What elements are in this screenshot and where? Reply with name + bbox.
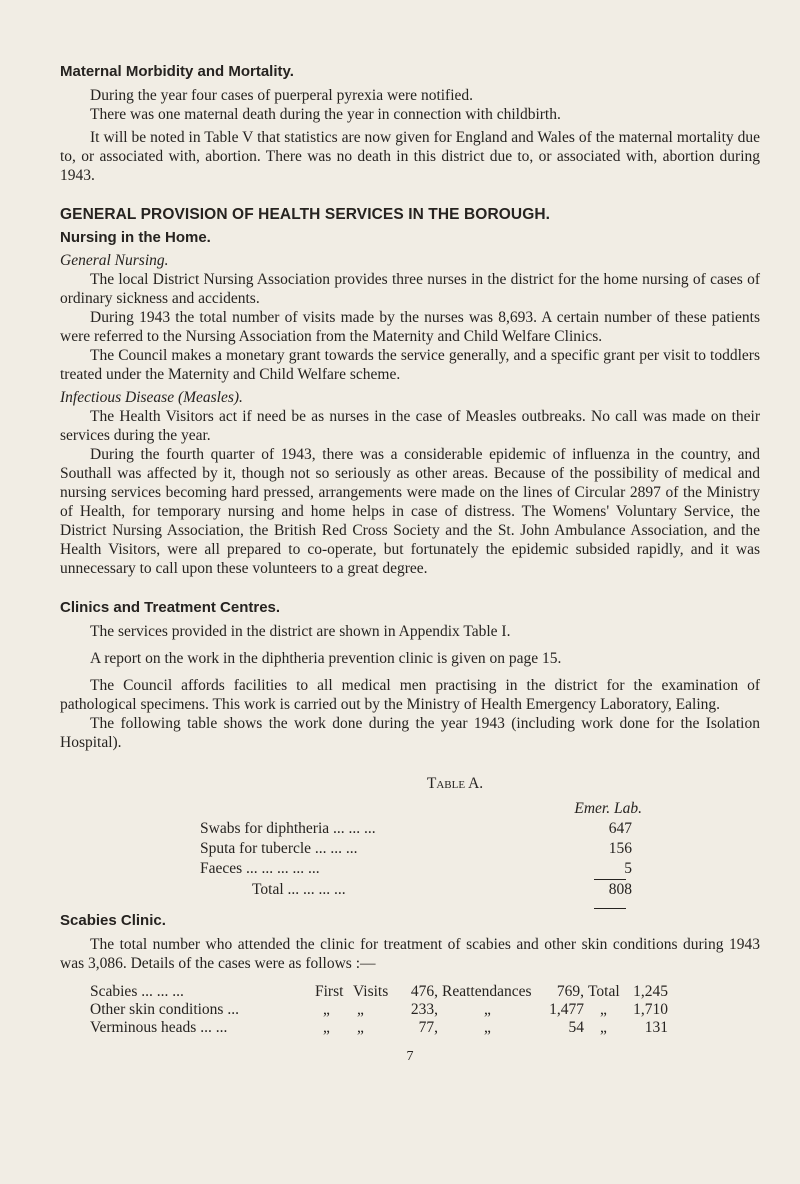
scabies-row-label: Scabies ... ... ...: [90, 983, 184, 1000]
scabies-total-value: 131: [644, 1019, 668, 1036]
maternal-para-2: There was one maternal death during the year in connection with childbirth.: [90, 106, 561, 123]
scabies-row-label: Other skin conditions ...: [90, 1001, 239, 1018]
scabies-ditto-mark: „: [357, 1001, 364, 1018]
table-row: [90, 1001, 668, 1019]
scabies-ditto-mark: „: [484, 1001, 491, 1018]
scabies-col-first: First: [315, 983, 344, 1000]
scabies-reattendances-value: 769,: [556, 983, 584, 1000]
general-nursing-para-2: During 1943 the total number of visits made by the nurses was 8,693. A certain number of these patients were referred to the Nursing Association from the Maternity and Child Welfare Clinics.: [60, 309, 760, 345]
clinics-para-1: The services provided in the district are shown in Appendix Table I.: [90, 623, 511, 640]
table-a-row-label: Faeces ... ... ... ... ...: [200, 860, 320, 877]
clinics-heading: Clinics and Treatment Centres.: [60, 599, 281, 616]
table-a-row-value: 647: [608, 820, 632, 837]
scabies-col-total: Total: [588, 983, 620, 1000]
scabies-para-1: The total number who attended the clinic for treatment of scabies and other skin conditions during 1943 was 3,086. Details of the cases were as follows :—: [60, 936, 760, 972]
general-nursing-para-3: The Council makes a monetary grant towards the service generally, and a specific grant per visit to toddlers treated under the Maternity and Child Welfare scheme.: [60, 347, 760, 383]
table-row: [90, 1019, 668, 1037]
table-a-row-value: 5: [624, 860, 632, 877]
table-total-row: [200, 880, 642, 900]
table-a-column-header: Emer. Lab.: [574, 800, 642, 817]
table-a-title: Table A.: [426, 775, 484, 792]
scabies-ditto-mark: „: [323, 1001, 330, 1018]
scabies-col-visits: Visits: [353, 983, 389, 1000]
scabies-total-value: 1,710: [633, 1001, 668, 1018]
table-a-row-label: Sputa for tubercle ... ... ...: [200, 840, 358, 857]
scabies-reattendances-value: 54: [568, 1019, 584, 1036]
table-a-total-label: Total ... ... ... ...: [252, 881, 346, 898]
scabies-ditto-mark: „: [600, 1019, 607, 1036]
scabies-reattendances-value: 1,477: [549, 1001, 584, 1018]
scabies-first-visits-value: 233,: [410, 1001, 438, 1018]
scabies-col-reattendances: Reattendances: [442, 983, 532, 1000]
page-number: 7: [406, 1049, 414, 1064]
document-page: [60, 62, 760, 1066]
scabies-row-label: Verminous heads ... ...: [90, 1019, 228, 1036]
scabies-first-visits-value: 476,: [410, 983, 438, 1000]
table-a-rule-bottom: [594, 908, 626, 909]
scabies-heading: Scabies Clinic.: [60, 912, 166, 929]
scabies-ditto-mark: „: [357, 1019, 364, 1036]
nursing-heading: Nursing in the Home.: [60, 229, 211, 246]
table-row: [200, 839, 642, 859]
table-a-row-label: Swabs for diphtheria ... ... ...: [200, 820, 376, 837]
scabies-first-visits-value: 77,: [418, 1019, 438, 1036]
scabies-ditto-mark: „: [323, 1019, 330, 1036]
table-a-total-value: 808: [608, 881, 632, 898]
table-a-row-value: 156: [608, 840, 632, 857]
maternal-para-3: It will be noted in Table V that statistics are now given for England and Wales of the maternal mortality due to, or associated with, abortion. There was no death in this district due to, or associated with, abortion during 1943.: [60, 129, 760, 184]
table-row: [90, 983, 668, 1001]
clinics-para-4: The following table shows the work done during the year 1943 (including work done for the Isolation Hospital).: [60, 715, 760, 751]
table-row: [200, 819, 642, 839]
clinics-para-2: A report on the work in the diphtheria prevention clinic is given on page 15.: [90, 650, 562, 667]
scabies-ditto-mark: „: [484, 1019, 491, 1036]
clinics-para-3: The Council affords facilities to all medical men practising in the district for the examination of pathological specimens. This work is carried out by the Ministry of Health Emergency Laboratory, Ealing.: [60, 677, 760, 713]
table-row: [200, 859, 642, 879]
general-nursing-para-1: The local District Nursing Association provides three nurses in the district for the home nursing of cases of ordinary sickness and accidents.: [60, 271, 760, 307]
general-nursing-subheading: General Nursing.: [60, 252, 169, 269]
scabies-table: [90, 983, 668, 1037]
general-provision-heading: GENERAL PROVISION OF HEALTH SERVICES IN THE BOROUGH.: [60, 206, 551, 223]
infectious-para-1: The Health Visitors act if need be as nurses in the case of Measles outbreaks. No call was made on their services during the year.: [60, 408, 760, 444]
table-a: [200, 799, 642, 909]
infectious-disease-subheading: Infectious Disease (Measles).: [60, 389, 243, 406]
scabies-ditto-mark: „: [600, 1001, 607, 1018]
scabies-total-value: 1,245: [633, 983, 668, 1000]
maternal-heading: Maternal Morbidity and Mortality.: [60, 63, 294, 80]
infectious-para-2: During the fourth quarter of 1943, there was a considerable epidemic of influenza in the country, and Southall was affected by it, though not so seriously as other areas. Because of the possibility of medical and nursing services becoming hard pressed, arrangements were made on the lines of Circular 2897 of the Ministry of Health, for temporary nursing and home helps in case of distress. The Womens' Voluntary Service, the District Nursing Association, the British Red Cross Society and the St. John Ambulance Association, and the Health Visitors, were all prepared to co-operate, but fortunately the epidemic subsided rapidly, and it was unnecessary to call upon these volunteers to a great degree.: [60, 446, 760, 577]
maternal-para-1: During the year four cases of puerperal pyrexia were notified.: [90, 87, 474, 104]
